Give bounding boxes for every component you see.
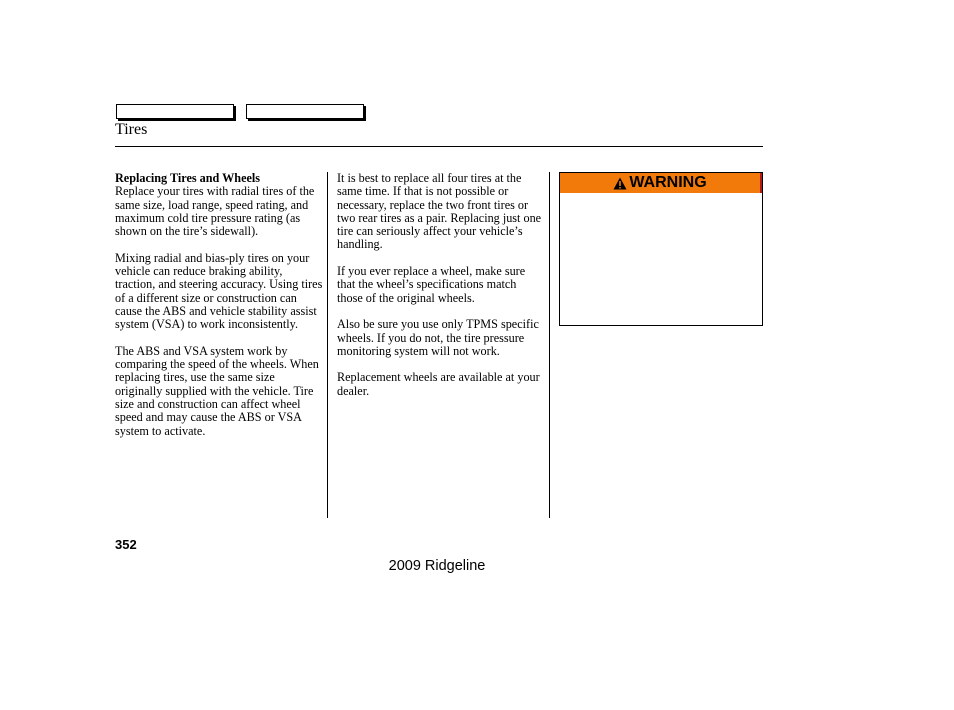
nav-button-next[interactable] [246,104,364,119]
footer-model: 2009 Ridgeline [388,558,486,574]
column-divider [549,172,550,518]
text-column-left [115,172,323,451]
page-number: 352 [115,537,137,552]
warning-box [559,172,763,326]
paragraph: It is best to replace all four tires at the same time. If that is not possible or necessary, replace the two front tires or two rear tires as a pair. Replacing just one tire can seriously affect your vehicle’s handling. [337,171,542,252]
paragraph: Also be sure you use only TPMS specific wheels. If you do not, the tire pressure monitoring system will not work. [337,317,539,358]
warning-header [560,173,762,193]
paragraph: Mixing radial and bias-ply tires on your vehicle can reduce braking ability, traction, and steering accuracy. Using tires of a different size or construction can cause the ABS and vehicle stability assist system (VSA) to work inconsistently. [115,250,323,332]
warning-triangle-icon [613,177,627,190]
paragraph: The ABS and VSA system work by comparing the speed of the wheels. When replacing tires, use the same size originally supplied with the vehicle. Tire size and construction can affect wheel speed and may cause the ABS or VSA system to activate. [115,343,319,438]
title-divider [115,146,763,147]
paragraph: Replacement wheels are available at your dealer. [337,370,540,398]
nav-button-previous[interactable] [116,104,234,119]
paragraph [115,172,323,238]
page-title: Tires [115,121,148,138]
column-divider [327,172,328,518]
text-column-middle [337,172,543,411]
section-heading: Replacing Tires and Wheels [115,171,261,185]
paragraph-text: Replace your tires with radial tires of the same size, load range, speed rating, and maximum cold tire pressure rating (as shown on the tire’s sidewall). [115,184,315,239]
paragraph: If you ever replace a wheel, make sure that the wheel’s specifications match those of the original wheels. [337,264,526,305]
warning-label: WARNING [629,174,707,191]
